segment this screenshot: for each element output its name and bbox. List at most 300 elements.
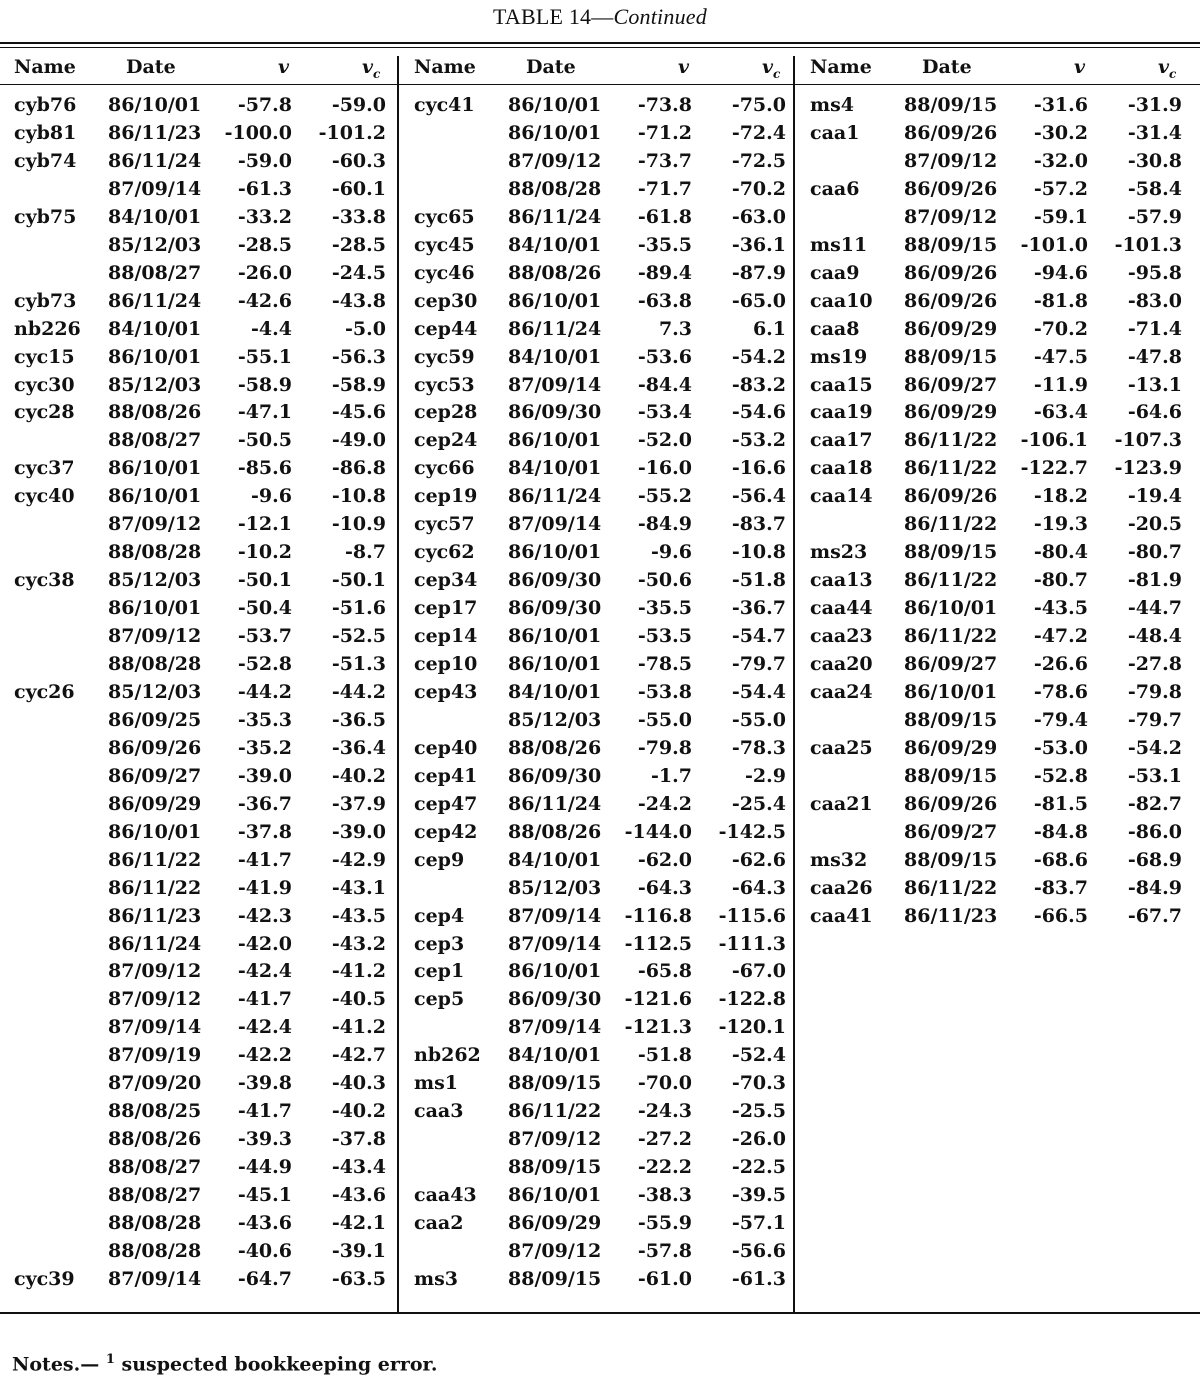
table-row	[400, 625, 800, 653]
cell-vc: -123.9	[1114, 457, 1182, 480]
cell-date: 86/10/01	[508, 541, 602, 564]
table-row	[796, 821, 1196, 849]
table-row	[0, 681, 400, 709]
table-row	[796, 206, 1196, 234]
table-row	[400, 541, 800, 569]
table-column-group-3	[796, 56, 1196, 1312]
cell-name: ms11	[810, 233, 868, 256]
cell-vc: -54.6	[731, 401, 786, 424]
cell-date: 87/09/14	[508, 932, 602, 955]
cell-vc: -67.7	[1127, 904, 1182, 927]
cell-vc: -36.1	[731, 233, 786, 256]
table-row	[0, 1100, 400, 1128]
table-row	[0, 457, 400, 485]
cell-v: -43.5	[1033, 597, 1088, 620]
cell-date: 88/09/15	[904, 848, 998, 871]
cell-v: -81.5	[1033, 792, 1088, 815]
table-row	[796, 374, 1196, 402]
cell-date: 86/11/23	[108, 904, 202, 927]
cell-date: 88/08/28	[108, 1212, 202, 1234]
cell-v: -55.0	[637, 708, 692, 731]
cell-date: 87/09/12	[508, 1128, 602, 1151]
cell-v: -94.6	[1033, 261, 1088, 284]
cell-v: -89.4	[637, 261, 692, 284]
cell-vc: -95.8	[1127, 261, 1182, 284]
cell-name: ms23	[810, 541, 868, 564]
cell-name: cep40	[414, 736, 478, 759]
cell-date: 87/09/12	[904, 205, 998, 228]
cell-vc: -68.9	[1127, 848, 1182, 871]
cell-date: 85/12/03	[108, 569, 202, 592]
cell-vc: -50.1	[331, 569, 386, 592]
cell-name: cyc46	[414, 261, 475, 284]
cell-vc: -55.0	[731, 708, 786, 731]
cell-vc: -54.7	[731, 625, 786, 648]
cell-name: cyc30	[14, 373, 75, 396]
cell-date: 87/09/14	[508, 373, 602, 396]
cell-date: 86/11/22	[508, 1100, 602, 1123]
cell-v: -59.0	[237, 149, 292, 172]
cell-date: 86/11/24	[508, 205, 602, 228]
cell-date: 87/09/14	[508, 513, 602, 536]
header-vc	[762, 56, 780, 81]
table-row	[400, 877, 800, 905]
table-row	[796, 429, 1196, 457]
table-row	[796, 290, 1196, 318]
cell-date: 88/09/15	[904, 764, 998, 787]
cell-v: -26.0	[237, 261, 292, 284]
cell-vc: -10.8	[331, 485, 386, 508]
table-row	[400, 1016, 800, 1044]
table-row	[400, 262, 800, 290]
cell-vc: -107.3	[1114, 429, 1182, 452]
table-row	[796, 541, 1196, 569]
table-row	[0, 1044, 400, 1072]
cell-date: 88/09/15	[904, 708, 998, 731]
cell-v: -45.1	[237, 1184, 292, 1207]
table-row	[0, 765, 400, 793]
header-name: Name	[414, 56, 476, 78]
cell-name: caa26	[810, 876, 873, 899]
cell-date: 86/10/01	[508, 121, 602, 144]
cell-vc: -84.9	[1127, 876, 1182, 899]
cell-date: 88/08/25	[108, 1100, 202, 1123]
cell-v: -55.1	[237, 345, 292, 368]
cell-v: -144.0	[624, 820, 692, 843]
cell-vc: -80.7	[1127, 541, 1182, 564]
cell-vc: 6.1	[752, 317, 786, 340]
cell-name: cep34	[414, 569, 478, 592]
cell-name: cyc38	[14, 569, 75, 592]
header-vc-symbol: v	[1158, 56, 1170, 78]
notes-prefix: Notes.—	[12, 1353, 106, 1376]
table-row	[400, 206, 800, 234]
notes-text: suspected bookkeeping error.	[114, 1353, 438, 1376]
cell-vc: -51.6	[331, 597, 386, 620]
table-row	[0, 1128, 400, 1156]
cell-name: cep19	[414, 485, 478, 508]
cell-name: caa15	[810, 373, 873, 396]
cell-vc: -41.2	[331, 960, 386, 983]
cell-date: 88/08/26	[108, 401, 202, 424]
table-row	[796, 485, 1196, 513]
cell-v: -9.6	[651, 541, 692, 564]
cell-v: -51.8	[637, 1044, 692, 1067]
cell-v: -81.8	[1033, 289, 1088, 312]
cell-date: 86/10/01	[108, 597, 202, 620]
cell-v: -63.4	[1033, 401, 1088, 424]
cell-date: 86/09/27	[904, 373, 998, 396]
cell-date: 86/09/26	[108, 736, 202, 759]
cell-date: 88/09/15	[508, 1156, 602, 1179]
cell-v: -63.8	[637, 289, 692, 312]
cell-date: 86/10/01	[904, 597, 998, 620]
table-row	[0, 401, 400, 429]
table-row	[0, 122, 400, 150]
cell-v: -32.0	[1033, 149, 1088, 172]
cell-v: -12.1	[237, 513, 292, 536]
cell-date: 86/09/27	[108, 764, 202, 787]
cell-vc: -51.8	[731, 569, 786, 592]
cell-v: -101.0	[1020, 233, 1088, 256]
cell-date: 87/09/12	[108, 513, 202, 536]
cell-v: -73.8	[637, 94, 692, 116]
cell-vc: -60.1	[331, 177, 386, 200]
table-row	[796, 262, 1196, 290]
table-row	[0, 653, 400, 681]
cell-v: -83.7	[1033, 876, 1088, 899]
table-row	[400, 513, 800, 541]
table-row	[796, 150, 1196, 178]
cell-vc: -27.8	[1127, 653, 1182, 675]
cell-v: -55.9	[637, 1212, 692, 1234]
cell-vc: -71.4	[1127, 317, 1182, 340]
cell-v: -58.9	[237, 373, 292, 396]
cell-v: -50.5	[237, 429, 292, 452]
cell-v: -116.8	[624, 904, 692, 927]
cell-name: cyb81	[14, 121, 77, 144]
cell-vc: -70.2	[731, 177, 786, 200]
table-title	[0, 4, 1200, 30]
cell-v: -70.2	[1033, 317, 1088, 340]
cell-name: caa41	[810, 904, 873, 927]
cell-date: 86/09/30	[508, 988, 602, 1011]
cell-name: caa44	[810, 597, 873, 620]
cell-name: caa18	[810, 457, 873, 480]
cell-v: -37.8	[237, 820, 292, 843]
cell-v: -59.1	[1033, 205, 1088, 228]
cell-vc: -52.4	[731, 1044, 786, 1067]
cell-v: -64.3	[637, 876, 692, 899]
cell-v: -100.0	[224, 121, 292, 144]
header-v-symbol: v	[278, 56, 290, 78]
cell-vc: -43.5	[331, 904, 386, 927]
table-row	[796, 681, 1196, 709]
cell-name: cyc28	[14, 401, 75, 424]
cell-date: 86/11/24	[508, 485, 602, 508]
cell-name: cyc39	[14, 1267, 75, 1290]
cell-name: cep10	[414, 653, 478, 675]
cell-vc: -54.2	[731, 345, 786, 368]
cell-vc: -40.5	[331, 988, 386, 1011]
table-row	[0, 737, 400, 765]
cell-vc: -36.4	[331, 736, 386, 759]
cell-date: 86/09/26	[904, 261, 998, 284]
notes-footnote-marker: 1	[105, 1352, 115, 1367]
cell-name: ms4	[810, 94, 855, 116]
table-row	[796, 737, 1196, 765]
cell-name: caa17	[810, 429, 873, 452]
cell-vc: -83.2	[731, 373, 786, 396]
cell-vc: -43.1	[331, 876, 386, 899]
cell-date: 86/10/01	[508, 960, 602, 983]
cell-v: -57.8	[637, 1239, 692, 1262]
cell-v: -35.5	[637, 233, 692, 256]
cell-date: 87/09/12	[108, 960, 202, 983]
cell-date: 86/10/01	[108, 820, 202, 843]
cell-date: 86/10/01	[508, 1184, 602, 1207]
cell-v: -40.6	[237, 1239, 292, 1262]
cell-vc: -45.6	[331, 401, 386, 424]
cell-v: -53.7	[237, 625, 292, 648]
table-row	[0, 178, 400, 206]
cell-name: cep44	[414, 317, 478, 340]
cell-date: 86/11/23	[904, 904, 998, 927]
cell-vc: -22.5	[731, 1156, 786, 1179]
table-row	[796, 625, 1196, 653]
cell-vc: -56.3	[331, 345, 386, 368]
cell-v: -11.9	[1033, 373, 1088, 396]
cell-vc: -44.2	[331, 680, 386, 703]
table-row	[796, 401, 1196, 429]
cell-date: 88/08/28	[108, 1239, 202, 1262]
cell-name: caa2	[414, 1212, 464, 1234]
cell-v: -52.8	[1033, 764, 1088, 787]
cell-v: -73.7	[637, 149, 692, 172]
cell-name: nb226	[14, 317, 81, 340]
cell-v: -53.4	[637, 401, 692, 424]
cell-vc: -56.6	[731, 1239, 786, 1262]
cell-date: 86/11/24	[108, 149, 202, 172]
cell-name: ms19	[810, 345, 868, 368]
cell-v: -19.3	[1033, 513, 1088, 536]
table-row	[400, 290, 800, 318]
cell-date: 87/09/20	[108, 1072, 202, 1095]
table-row	[400, 1156, 800, 1184]
cell-date: 88/08/26	[508, 261, 602, 284]
cell-date: 86/10/01	[508, 289, 602, 312]
cell-name: caa14	[810, 485, 873, 508]
cell-vc: -142.5	[718, 820, 786, 843]
cell-vc: -53.2	[731, 429, 786, 452]
cell-vc: -58.9	[331, 373, 386, 396]
table-row	[0, 1268, 400, 1296]
cell-name: cep41	[414, 764, 478, 787]
cell-vc: -20.5	[1127, 513, 1182, 536]
table-row	[0, 821, 400, 849]
cell-name: cyc37	[14, 457, 75, 480]
cell-date: 86/09/26	[904, 177, 998, 200]
cell-date: 84/10/01	[508, 457, 602, 480]
cell-vc: -41.2	[331, 1016, 386, 1039]
table-row	[0, 150, 400, 178]
cell-vc: -49.0	[331, 429, 386, 452]
cell-name: cep14	[414, 625, 478, 648]
cell-v: -71.7	[637, 177, 692, 200]
cell-date: 86/09/27	[904, 653, 998, 675]
table-row	[400, 234, 800, 262]
table-row	[400, 653, 800, 681]
cell-vc: -78.3	[731, 736, 786, 759]
cell-v: -50.6	[637, 569, 692, 592]
cell-vc: -40.3	[331, 1072, 386, 1095]
table-row	[796, 457, 1196, 485]
cell-date: 86/11/22	[904, 876, 998, 899]
table-row	[400, 401, 800, 429]
table-row	[0, 1072, 400, 1100]
cell-vc: -65.0	[731, 289, 786, 312]
table-row	[0, 429, 400, 457]
cell-vc: -64.3	[731, 876, 786, 899]
cell-name: cyc41	[414, 94, 475, 116]
cell-v: -61.0	[637, 1267, 692, 1290]
cell-v: -16.0	[637, 457, 692, 480]
table-row	[400, 1044, 800, 1072]
table-row	[0, 625, 400, 653]
cell-vc: -70.3	[731, 1072, 786, 1095]
table-row	[400, 849, 800, 877]
table-row	[796, 513, 1196, 541]
cell-date: 86/10/01	[108, 94, 202, 116]
table-row	[400, 988, 800, 1016]
cell-vc: -44.7	[1127, 597, 1182, 620]
cell-name: cep3	[414, 932, 465, 955]
table-title-continued: Continued	[613, 4, 707, 29]
cell-v: -44.2	[237, 680, 292, 703]
table-row	[400, 429, 800, 457]
table-row	[796, 793, 1196, 821]
cell-v: -80.4	[1033, 541, 1088, 564]
top-rule-thin	[0, 47, 1200, 48]
cell-date: 87/09/12	[108, 625, 202, 648]
table-row	[400, 681, 800, 709]
cell-v: -47.1	[237, 401, 292, 424]
cell-name: caa8	[810, 317, 860, 340]
cell-v: -84.8	[1033, 820, 1088, 843]
cell-vc: -25.5	[731, 1100, 786, 1123]
cell-name: cyc45	[414, 233, 475, 256]
cell-vc: -40.2	[331, 1100, 386, 1123]
cell-name: cyc40	[14, 485, 75, 508]
cell-date: 87/09/12	[904, 149, 998, 172]
cell-date: 86/11/24	[108, 932, 202, 955]
cell-date: 88/09/15	[904, 541, 998, 564]
cell-name: cyb76	[14, 94, 77, 116]
cell-vc: -39.0	[331, 820, 386, 843]
table-row	[796, 346, 1196, 374]
cell-date: 84/10/01	[508, 345, 602, 368]
cell-vc: -61.3	[731, 1267, 786, 1290]
table-row	[0, 318, 400, 346]
cell-v: -42.2	[237, 1044, 292, 1067]
cell-date: 86/09/26	[904, 792, 998, 815]
cell-v: -35.2	[237, 736, 292, 759]
cell-v: -24.3	[637, 1100, 692, 1123]
table-row	[400, 905, 800, 933]
cell-vc: -101.3	[1114, 233, 1182, 256]
cell-vc: -86.8	[331, 457, 386, 480]
table-row	[400, 178, 800, 206]
cell-vc: -10.8	[731, 541, 786, 564]
cell-date: 85/12/03	[108, 680, 202, 703]
cell-v: -47.5	[1033, 345, 1088, 368]
cell-date: 88/08/28	[108, 653, 202, 675]
cell-v: -31.6	[1033, 94, 1088, 116]
table-row	[0, 960, 400, 988]
cell-vc: -63.5	[331, 1267, 386, 1290]
cell-date: 86/09/29	[904, 317, 998, 340]
cell-vc: -43.6	[331, 1184, 386, 1207]
cell-vc: -115.6	[718, 904, 786, 927]
table-row	[400, 597, 800, 625]
cell-name: cep5	[414, 988, 465, 1011]
cell-vc: -122.8	[718, 988, 786, 1011]
cell-v: -61.8	[637, 205, 692, 228]
cell-name: cep43	[414, 680, 478, 703]
table-row	[400, 569, 800, 597]
table-row	[796, 877, 1196, 905]
cell-vc: -42.1	[331, 1212, 386, 1234]
cell-v: -42.4	[237, 1016, 292, 1039]
cell-date: 86/11/23	[108, 121, 202, 144]
cell-name: cep24	[414, 429, 478, 452]
cell-date: 86/10/01	[904, 680, 998, 703]
table-row	[400, 1268, 800, 1296]
cell-date: 88/08/27	[108, 429, 202, 452]
table-row	[0, 541, 400, 569]
cell-vc: -51.3	[331, 653, 386, 675]
cell-name: caa24	[810, 680, 873, 703]
cell-vc: -10.9	[331, 513, 386, 536]
cell-v: -53.6	[637, 345, 692, 368]
cell-date: 85/12/03	[108, 373, 202, 396]
cell-v: -33.2	[237, 205, 292, 228]
cell-date: 84/10/01	[508, 848, 602, 871]
table-row	[0, 569, 400, 597]
cell-v: -85.6	[237, 457, 292, 480]
cell-date: 85/12/03	[508, 708, 602, 731]
cell-date: 86/11/22	[904, 625, 998, 648]
table-row	[796, 597, 1196, 625]
table-row	[0, 849, 400, 877]
cell-name: ms1	[414, 1072, 459, 1095]
cell-name: caa3	[414, 1100, 464, 1123]
cell-vc: -79.8	[1127, 680, 1182, 703]
cell-v: -84.9	[637, 513, 692, 536]
cell-vc: -19.4	[1127, 485, 1182, 508]
table-row	[796, 709, 1196, 737]
cell-v: -42.3	[237, 904, 292, 927]
header-v	[278, 56, 289, 78]
cell-date: 85/12/03	[108, 233, 202, 256]
cell-v: -84.4	[637, 373, 692, 396]
cell-name: cyb75	[14, 205, 77, 228]
cell-vc: -39.5	[731, 1184, 786, 1207]
cell-vc: -79.7	[1127, 708, 1182, 731]
cell-name: cyc26	[14, 680, 75, 703]
table-row	[400, 150, 800, 178]
table-row	[400, 1128, 800, 1156]
